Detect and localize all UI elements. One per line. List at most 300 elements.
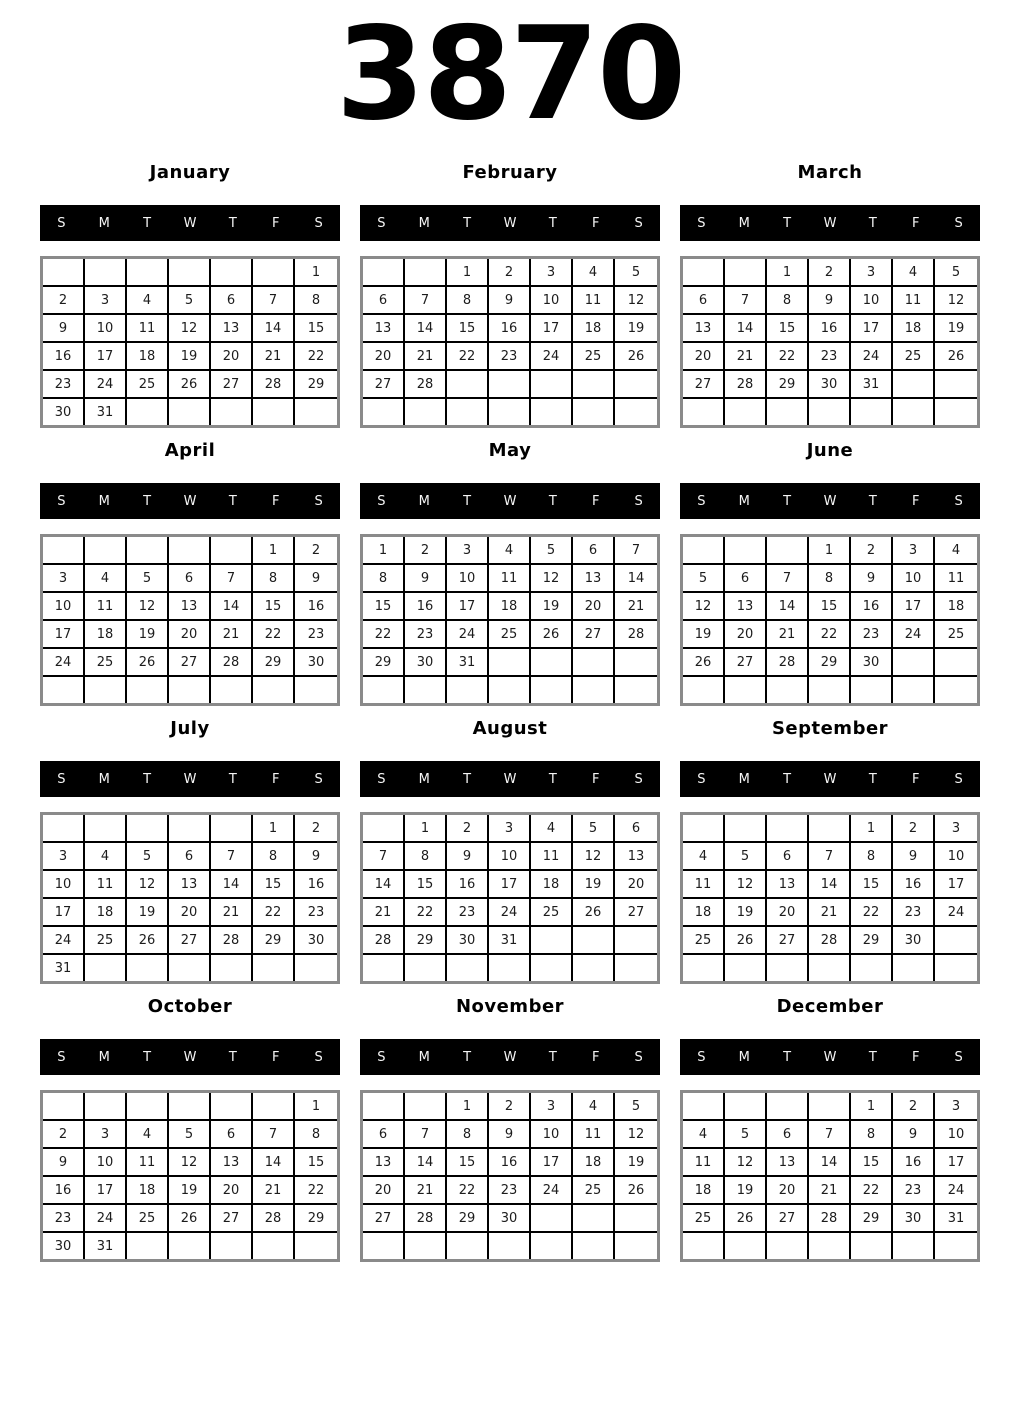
day-cell-5: 5 (615, 259, 657, 287)
day-cell-25: 25 (573, 1177, 615, 1205)
weekday-letter: F (271, 215, 280, 231)
day-cell-5: 5 (531, 537, 573, 565)
day-cell-23: 23 (851, 621, 893, 649)
month-title: May (488, 440, 532, 461)
day-cell-24: 24 (85, 1205, 127, 1233)
day-cell-empty (211, 537, 253, 565)
day-cell-20: 20 (211, 343, 253, 371)
day-cell-3: 3 (531, 1093, 573, 1121)
day-cell-empty (169, 537, 211, 565)
day-cell-7: 7 (253, 1121, 295, 1149)
day-cell-4: 4 (683, 843, 725, 871)
day-cell-17: 17 (447, 593, 489, 621)
day-cell-21: 21 (253, 343, 295, 371)
month-title: January (149, 162, 231, 183)
day-cell-empty (85, 677, 127, 703)
month-title: March (797, 162, 863, 183)
day-cell-21: 21 (405, 343, 447, 371)
day-cell-21: 21 (211, 621, 253, 649)
day-cell-25: 25 (489, 621, 531, 649)
weekday-header-bar (40, 1039, 340, 1075)
day-cell-23: 23 (893, 1177, 935, 1205)
weekday-letter: T (143, 1049, 152, 1065)
day-cell-empty (725, 955, 767, 981)
month-day-grid (360, 1090, 660, 1262)
day-cell-26: 26 (615, 1177, 657, 1205)
day-cell-27: 27 (615, 899, 657, 927)
day-cell-empty (169, 1233, 211, 1259)
day-cell-empty (85, 1093, 127, 1121)
weekday-header-bar (680, 205, 980, 241)
day-cell-empty (85, 955, 127, 981)
day-cell-empty (531, 1205, 573, 1233)
day-cell-1: 1 (363, 537, 405, 565)
day-cell-empty (531, 955, 573, 981)
day-cell-empty (405, 399, 447, 425)
weekday-letter: T (783, 215, 792, 231)
day-cell-4: 4 (489, 537, 531, 565)
day-cell-22: 22 (447, 343, 489, 371)
day-cell-29: 29 (767, 371, 809, 399)
day-cell-9: 9 (43, 1149, 85, 1177)
day-cell-18: 18 (573, 315, 615, 343)
day-cell-21: 21 (253, 1177, 295, 1205)
day-cell-26: 26 (683, 649, 725, 677)
weekday-header-bar (40, 483, 340, 519)
day-cell-7: 7 (405, 287, 447, 315)
day-cell-empty (169, 955, 211, 981)
day-cell-26: 26 (127, 649, 169, 677)
day-cell-26: 26 (127, 927, 169, 955)
day-cell-empty (851, 1233, 893, 1259)
day-cell-25: 25 (85, 927, 127, 955)
day-cell-25: 25 (935, 621, 977, 649)
day-cell-9: 9 (489, 1121, 531, 1149)
month-day-grid (40, 812, 340, 984)
day-cell-15: 15 (253, 593, 295, 621)
weekday-header-bar (360, 761, 660, 797)
day-cell-3: 3 (447, 537, 489, 565)
day-cell-empty (363, 399, 405, 425)
month-title: October (147, 996, 233, 1017)
day-cell-26: 26 (531, 621, 573, 649)
day-cell-7: 7 (253, 287, 295, 315)
month-block-december (680, 984, 980, 1262)
day-cell-17: 17 (851, 315, 893, 343)
day-cell-11: 11 (85, 593, 127, 621)
weekday-letter: T (143, 215, 152, 231)
day-cell-27: 27 (363, 371, 405, 399)
day-cell-18: 18 (683, 899, 725, 927)
day-cell-25: 25 (893, 343, 935, 371)
weekday-letter: T (228, 771, 237, 787)
day-cell-20: 20 (169, 621, 211, 649)
day-cell-14: 14 (725, 315, 767, 343)
day-cell-14: 14 (253, 1149, 295, 1177)
day-cell-empty (615, 371, 657, 399)
day-cell-26: 26 (725, 927, 767, 955)
day-cell-1: 1 (767, 259, 809, 287)
day-cell-22: 22 (253, 621, 295, 649)
day-cell-22: 22 (767, 343, 809, 371)
day-cell-empty (127, 955, 169, 981)
day-cell-empty (295, 399, 337, 425)
weekday-letter: W (503, 1049, 517, 1065)
day-cell-empty (935, 927, 977, 955)
day-cell-empty (43, 1093, 85, 1121)
day-cell-empty (893, 371, 935, 399)
month-block-september (680, 706, 980, 984)
day-cell-15: 15 (447, 315, 489, 343)
day-cell-18: 18 (573, 1149, 615, 1177)
day-cell-empty (809, 399, 851, 425)
day-cell-30: 30 (405, 649, 447, 677)
day-cell-29: 29 (405, 927, 447, 955)
day-cell-26: 26 (615, 343, 657, 371)
weekday-letter: F (911, 1049, 920, 1065)
day-cell-28: 28 (809, 1205, 851, 1233)
day-cell-empty (725, 537, 767, 565)
day-cell-empty (615, 955, 657, 981)
weekday-letter: T (228, 1049, 237, 1065)
weekday-header-bar (680, 761, 980, 797)
day-cell-16: 16 (489, 315, 531, 343)
day-cell-empty (211, 399, 253, 425)
day-cell-23: 23 (43, 371, 85, 399)
months-grid (40, 150, 980, 1262)
day-cell-10: 10 (447, 565, 489, 593)
day-cell-9: 9 (447, 843, 489, 871)
day-cell-30: 30 (893, 927, 935, 955)
day-cell-empty (615, 677, 657, 703)
day-cell-empty (489, 677, 531, 703)
weekday-letter: M (98, 1049, 110, 1065)
day-cell-7: 7 (767, 565, 809, 593)
day-cell-24: 24 (489, 899, 531, 927)
month-day-grid (680, 534, 980, 706)
day-cell-empty (573, 371, 615, 399)
day-cell-1: 1 (851, 1093, 893, 1121)
day-cell-2: 2 (489, 259, 531, 287)
weekday-letter: T (548, 771, 557, 787)
day-cell-12: 12 (127, 871, 169, 899)
day-cell-18: 18 (893, 315, 935, 343)
day-cell-4: 4 (85, 565, 127, 593)
day-cell-empty (85, 259, 127, 287)
day-cell-31: 31 (85, 399, 127, 425)
weekday-letter: T (548, 215, 557, 231)
month-day-grid (360, 534, 660, 706)
day-cell-14: 14 (211, 593, 253, 621)
day-cell-14: 14 (767, 593, 809, 621)
day-cell-30: 30 (893, 1205, 935, 1233)
day-cell-2: 2 (851, 537, 893, 565)
day-cell-1: 1 (447, 1093, 489, 1121)
day-cell-20: 20 (169, 899, 211, 927)
day-cell-13: 13 (363, 315, 405, 343)
weekday-letter: W (183, 1049, 197, 1065)
day-cell-empty (573, 1233, 615, 1259)
day-cell-29: 29 (809, 649, 851, 677)
day-cell-28: 28 (363, 927, 405, 955)
day-cell-12: 12 (725, 871, 767, 899)
day-cell-29: 29 (253, 649, 295, 677)
day-cell-16: 16 (489, 1149, 531, 1177)
day-cell-empty (363, 955, 405, 981)
weekday-letter: S (57, 1049, 66, 1065)
day-cell-2: 2 (447, 815, 489, 843)
day-cell-empty (253, 1093, 295, 1121)
day-cell-1: 1 (447, 259, 489, 287)
day-cell-empty (211, 259, 253, 287)
day-cell-empty (893, 1233, 935, 1259)
day-cell-1: 1 (851, 815, 893, 843)
day-cell-16: 16 (851, 593, 893, 621)
day-cell-2: 2 (43, 287, 85, 315)
day-cell-24: 24 (43, 927, 85, 955)
day-cell-empty (767, 815, 809, 843)
day-cell-20: 20 (725, 621, 767, 649)
weekday-letter: F (911, 493, 920, 509)
day-cell-21: 21 (809, 1177, 851, 1205)
day-cell-19: 19 (127, 621, 169, 649)
day-cell-11: 11 (683, 1149, 725, 1177)
day-cell-5: 5 (127, 565, 169, 593)
day-cell-empty (295, 677, 337, 703)
month-day-grid (40, 1090, 340, 1262)
day-cell-3: 3 (85, 287, 127, 315)
day-cell-empty (767, 677, 809, 703)
weekday-letter: T (783, 771, 792, 787)
weekday-letter: F (271, 1049, 280, 1065)
day-cell-4: 4 (127, 287, 169, 315)
day-cell-5: 5 (725, 1121, 767, 1149)
day-cell-empty (405, 259, 447, 287)
weekday-letter: S (954, 1049, 963, 1065)
day-cell-17: 17 (489, 871, 531, 899)
day-cell-19: 19 (615, 1149, 657, 1177)
day-cell-16: 16 (447, 871, 489, 899)
year-title: 3870 (335, 0, 685, 149)
day-cell-15: 15 (295, 1149, 337, 1177)
day-cell-empty (683, 399, 725, 425)
day-cell-28: 28 (615, 621, 657, 649)
day-cell-28: 28 (405, 371, 447, 399)
day-cell-empty (809, 955, 851, 981)
weekday-letter: W (503, 493, 517, 509)
day-cell-21: 21 (725, 343, 767, 371)
month-block-november (360, 984, 660, 1262)
day-cell-6: 6 (725, 565, 767, 593)
day-cell-2: 2 (893, 1093, 935, 1121)
day-cell-6: 6 (683, 287, 725, 315)
day-cell-10: 10 (85, 315, 127, 343)
day-cell-20: 20 (767, 899, 809, 927)
weekday-letter: W (503, 771, 517, 787)
day-cell-4: 4 (531, 815, 573, 843)
day-cell-10: 10 (43, 871, 85, 899)
day-cell-14: 14 (211, 871, 253, 899)
day-cell-30: 30 (851, 649, 893, 677)
day-cell-4: 4 (893, 259, 935, 287)
day-cell-empty (43, 259, 85, 287)
day-cell-22: 22 (809, 621, 851, 649)
day-cell-6: 6 (211, 1121, 253, 1149)
day-cell-15: 15 (253, 871, 295, 899)
day-cell-8: 8 (767, 287, 809, 315)
day-cell-5: 5 (127, 843, 169, 871)
day-cell-empty (935, 955, 977, 981)
day-cell-9: 9 (295, 565, 337, 593)
day-cell-2: 2 (893, 815, 935, 843)
day-cell-23: 23 (489, 343, 531, 371)
weekday-header-bar (360, 1039, 660, 1075)
month-block-may (360, 428, 660, 706)
weekday-letter: M (418, 215, 430, 231)
day-cell-21: 21 (211, 899, 253, 927)
month-block-march (680, 150, 980, 428)
day-cell-6: 6 (615, 815, 657, 843)
day-cell-10: 10 (531, 1121, 573, 1149)
day-cell-25: 25 (127, 371, 169, 399)
day-cell-22: 22 (447, 1177, 489, 1205)
day-cell-empty (169, 815, 211, 843)
weekday-letter: M (98, 215, 110, 231)
day-cell-3: 3 (85, 1121, 127, 1149)
weekday-letter: F (271, 771, 280, 787)
day-cell-14: 14 (809, 871, 851, 899)
day-cell-10: 10 (893, 565, 935, 593)
weekday-letter: F (911, 771, 920, 787)
day-cell-10: 10 (935, 843, 977, 871)
day-cell-18: 18 (683, 1177, 725, 1205)
day-cell-empty (767, 537, 809, 565)
day-cell-1: 1 (295, 1093, 337, 1121)
day-cell-8: 8 (405, 843, 447, 871)
day-cell-empty (211, 677, 253, 703)
day-cell-21: 21 (405, 1177, 447, 1205)
day-cell-6: 6 (169, 565, 211, 593)
day-cell-27: 27 (211, 371, 253, 399)
day-cell-16: 16 (295, 871, 337, 899)
day-cell-empty (43, 677, 85, 703)
day-cell-13: 13 (211, 315, 253, 343)
day-cell-22: 22 (363, 621, 405, 649)
day-cell-8: 8 (253, 565, 295, 593)
day-cell-16: 16 (405, 593, 447, 621)
month-block-june (680, 428, 980, 706)
day-cell-11: 11 (531, 843, 573, 871)
day-cell-empty (851, 955, 893, 981)
day-cell-5: 5 (683, 565, 725, 593)
month-block-july (40, 706, 340, 984)
day-cell-5: 5 (573, 815, 615, 843)
day-cell-empty (893, 649, 935, 677)
day-cell-31: 31 (43, 955, 85, 981)
day-cell-20: 20 (363, 343, 405, 371)
day-cell-empty (615, 649, 657, 677)
day-cell-22: 22 (253, 899, 295, 927)
day-cell-empty (725, 399, 767, 425)
day-cell-empty (615, 399, 657, 425)
day-cell-1: 1 (253, 815, 295, 843)
day-cell-empty (683, 1093, 725, 1121)
day-cell-31: 31 (447, 649, 489, 677)
day-cell-14: 14 (405, 315, 447, 343)
weekday-letter: M (738, 215, 750, 231)
day-cell-12: 12 (615, 287, 657, 315)
day-cell-17: 17 (531, 1149, 573, 1177)
day-cell-8: 8 (363, 565, 405, 593)
weekday-letter: S (634, 493, 643, 509)
day-cell-25: 25 (683, 927, 725, 955)
day-cell-empty (85, 815, 127, 843)
day-cell-28: 28 (767, 649, 809, 677)
day-cell-29: 29 (851, 927, 893, 955)
day-cell-29: 29 (295, 1205, 337, 1233)
day-cell-empty (405, 1093, 447, 1121)
day-cell-empty (363, 815, 405, 843)
day-cell-empty (127, 1093, 169, 1121)
day-cell-6: 6 (363, 1121, 405, 1149)
day-cell-10: 10 (851, 287, 893, 315)
day-cell-empty (85, 537, 127, 565)
day-cell-28: 28 (725, 371, 767, 399)
day-cell-7: 7 (363, 843, 405, 871)
weekday-letter: S (634, 1049, 643, 1065)
day-cell-empty (683, 1233, 725, 1259)
day-cell-empty (935, 649, 977, 677)
weekday-letter: S (377, 493, 386, 509)
day-cell-5: 5 (935, 259, 977, 287)
day-cell-23: 23 (489, 1177, 531, 1205)
day-cell-30: 30 (489, 1205, 531, 1233)
day-cell-27: 27 (573, 621, 615, 649)
day-cell-24: 24 (531, 343, 573, 371)
day-cell-7: 7 (211, 843, 253, 871)
day-cell-27: 27 (211, 1205, 253, 1233)
day-cell-2: 2 (295, 815, 337, 843)
day-cell-30: 30 (43, 399, 85, 425)
month-day-grid (680, 256, 980, 428)
day-cell-empty (725, 259, 767, 287)
day-cell-21: 21 (767, 621, 809, 649)
day-cell-22: 22 (851, 1177, 893, 1205)
day-cell-5: 5 (169, 287, 211, 315)
weekday-letter: W (503, 215, 517, 231)
day-cell-empty (531, 677, 573, 703)
day-cell-19: 19 (683, 621, 725, 649)
day-cell-empty (683, 677, 725, 703)
day-cell-3: 3 (489, 815, 531, 843)
day-cell-empty (447, 677, 489, 703)
weekday-letter: W (183, 215, 197, 231)
day-cell-30: 30 (295, 649, 337, 677)
day-cell-23: 23 (295, 899, 337, 927)
weekday-letter: S (697, 1049, 706, 1065)
day-cell-21: 21 (615, 593, 657, 621)
day-cell-23: 23 (43, 1205, 85, 1233)
weekday-letter: S (697, 215, 706, 231)
day-cell-17: 17 (43, 899, 85, 927)
day-cell-5: 5 (169, 1121, 211, 1149)
day-cell-19: 19 (615, 315, 657, 343)
weekday-letter: T (228, 493, 237, 509)
day-cell-empty (851, 677, 893, 703)
day-cell-empty (809, 815, 851, 843)
day-cell-26: 26 (169, 371, 211, 399)
month-day-grid (40, 256, 340, 428)
